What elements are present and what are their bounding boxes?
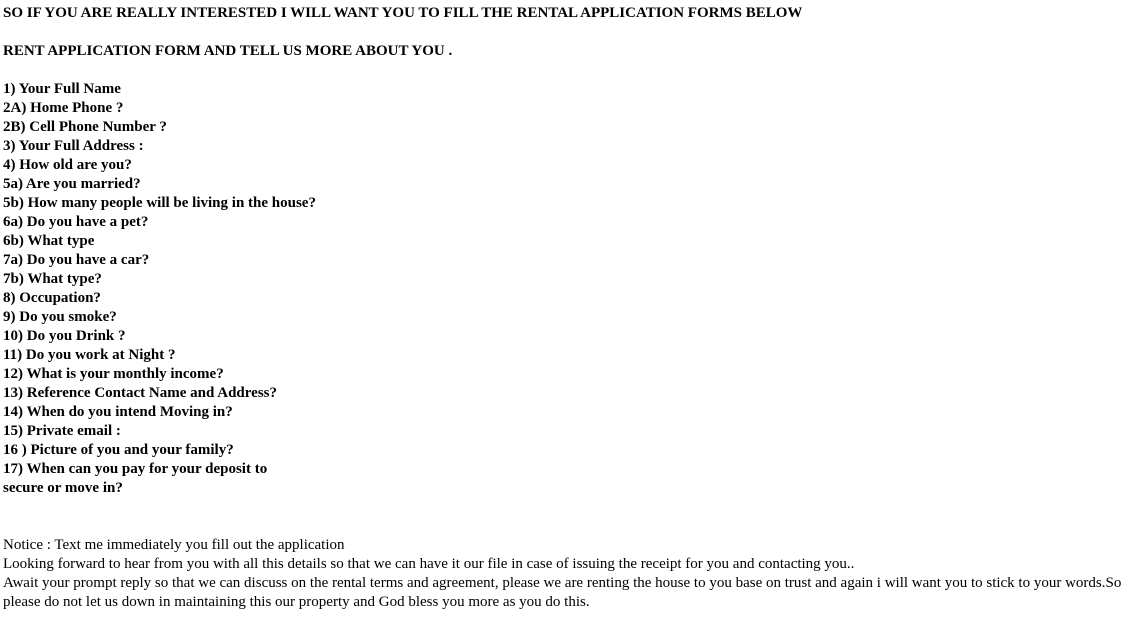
question-item: 8) Occupation?	[3, 290, 101, 306]
question-item: 16 ) Picture of you and your family?	[3, 442, 234, 458]
question-item: 10) Do you Drink ?	[3, 328, 126, 344]
question-item: 5a) Are you married?	[3, 176, 141, 192]
question-item: 15) Private email :	[3, 423, 121, 439]
question-item: 1) Your Full Name	[3, 81, 121, 97]
question-item: 12) What is your monthly income?	[3, 366, 224, 382]
intro-heading: SO IF YOU ARE REALLY INTERESTED I WILL WANT YOU TO FILL THE RENTAL APPLICATION FORMS BELOW	[3, 5, 803, 21]
question-item: 7a) Do you have a car?	[3, 252, 150, 268]
question-item: 2B) Cell Phone Number ?	[3, 119, 167, 135]
question-item: 2A) Home Phone ?	[3, 100, 124, 116]
question-item: 11) Do you work at Night ?	[3, 347, 176, 363]
application-questions	[3, 80, 1139, 498]
question-item: 4) How old are you?	[3, 157, 132, 173]
question-item: 5b) How many people will be living in the house?	[3, 195, 316, 211]
question-item: 3) Your Full Address :	[3, 138, 144, 154]
question-item: 7b) What type?	[3, 271, 102, 287]
question-item: 14) When do you intend Moving in?	[3, 404, 233, 420]
notice-block	[3, 536, 1139, 612]
question-item: 13) Reference Contact Name and Address?	[3, 385, 277, 401]
question-item: 9) Do you smoke?	[3, 309, 117, 325]
spacer	[3, 498, 1139, 536]
form-title: RENT APPLICATION FORM AND TELL US MORE ABOUT YOU .	[3, 43, 453, 59]
question-item: 17) When can you pay for your deposit to	[3, 461, 268, 477]
question-item: 6a) Do you have a pet?	[3, 214, 149, 230]
question-item-continued: secure or move in?	[3, 480, 123, 496]
notice-line: Notice : Text me immediately you fill out the application	[3, 537, 345, 553]
closing-line: Looking forward to hear from you with all this details so that we can have it our file in case of issuing the receipt for you and contacting you..	[3, 556, 855, 572]
question-item: 6b) What type	[3, 233, 95, 249]
closing-paragraph: Await your prompt reply so that we can discuss on the rental terms and agreement, please we are renting the house to you base on trust and again i will want you to stick to your words.So please do not let us down in maintaining this our property and God bless you more as you do this.	[3, 575, 1122, 610]
